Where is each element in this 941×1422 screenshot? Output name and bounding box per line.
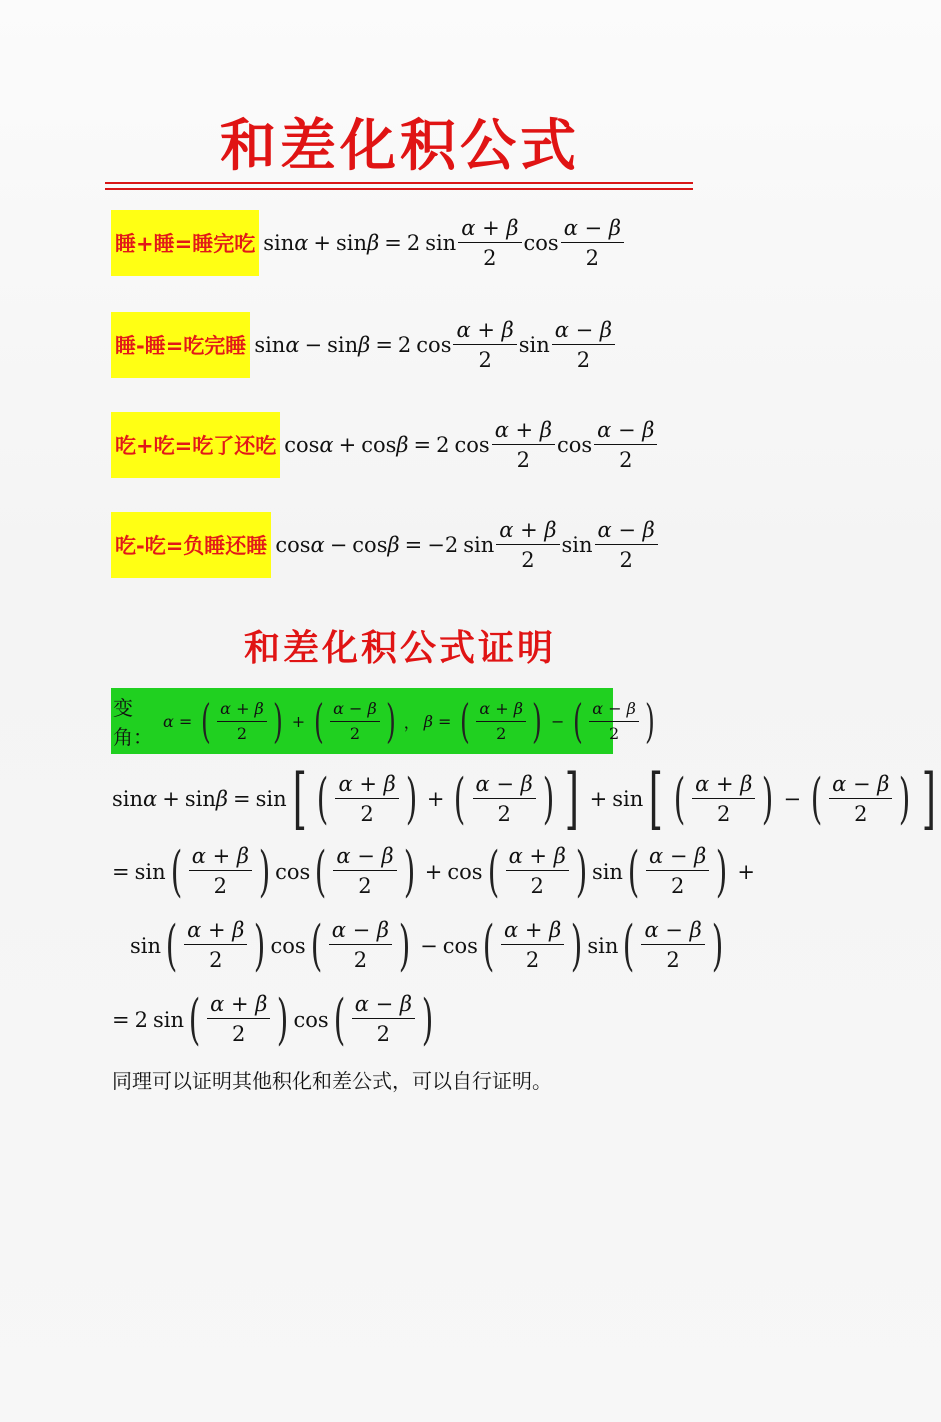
proof-line-2: = sin ( $\frac{\alpha + \beta}{2}$ ) cos ( $\frac{\alpha - \beta}{2}$ ) + cos ( $\frac{\alpha + \beta}{2}$ ) sin ( $\frac{\alpha - \beta}{2}$ ) + — [112, 839, 756, 903]
substitution-formula: α = ( $\frac{\alpha + \beta}{2}$ ) + ( $\frac{\alpha - \beta}{2}$ ) ， β = ( $\frac{\alpha + \beta}{2}$ ) − ( $\frac{\alpha - \beta}{2}$ ) — [163, 694, 655, 748]
formula: cos α + cos β = 2 cos $\frac{\alpha + \beta}{2}$ cos $\frac{\alpha - \beta}{2}$ — [284, 416, 659, 475]
formula-row — [111, 210, 626, 276]
formula: sin α − sin β = 2 cos $\frac{\alpha + \beta}{2}$ sin $\frac{\alpha - \beta}{2}$ — [254, 316, 617, 375]
mnemonic-label: 睡+睡=睡完吃 — [111, 210, 259, 276]
mnemonic-label: 吃-吃=负睡还睡 — [111, 512, 271, 578]
proof-line-3: sin ( $\frac{\alpha + \beta}{2}$ ) cos ( $\frac{\alpha - \beta}{2}$ ) − cos ( $\frac{\alpha + \beta}{2}$ ) sin ( $\frac{\alpha - \beta}{2}$ ) — [130, 913, 724, 977]
title-underline-2 — [105, 188, 693, 190]
proof-note: 同理可以证明其他积化和差公式，可以自行证明。 — [112, 1069, 552, 1093]
mnemonic-label: 睡-睡=吃完睡 — [111, 312, 250, 378]
proof-line-4: = 2 sin ( $\frac{\alpha + \beta}{2}$ ) cos ( $\frac{\alpha - \beta}{2}$ ) — [112, 987, 434, 1051]
formula-row — [111, 312, 617, 378]
proof-title: 和差化积公式证明 — [243, 628, 556, 669]
formula: cos α − cos β = −2 sin $\frac{\alpha + \beta}{2}$ sin $\frac{\alpha - \beta}{2}$ — [275, 516, 660, 575]
mnemonic-label: 吃+吃=吃了还吃 — [111, 412, 280, 478]
formula-row — [111, 412, 659, 478]
formula-row — [111, 512, 660, 578]
formula: sin α + sin β = 2 sin $\frac{\alpha + \beta}{2}$ cos $\frac{\alpha - \beta}{2}$ — [263, 214, 626, 273]
page-title: 和差化积公式 — [220, 114, 580, 179]
title-underline — [105, 182, 693, 184]
substitution-label: 变角： — [113, 696, 153, 749]
angle-substitution-bar — [111, 688, 655, 754]
proof-line-1: sin α + sin β = sin [ ( $\frac{\alpha + \beta}{2}$ ) + ( $\frac{\alpha - \beta}{2}$ ) ] + sin [ ( $\frac{\alpha + \beta}{2}$ ) − ( $\frac{\alpha - \beta}{2}$ ) ] — [112, 760, 936, 837]
